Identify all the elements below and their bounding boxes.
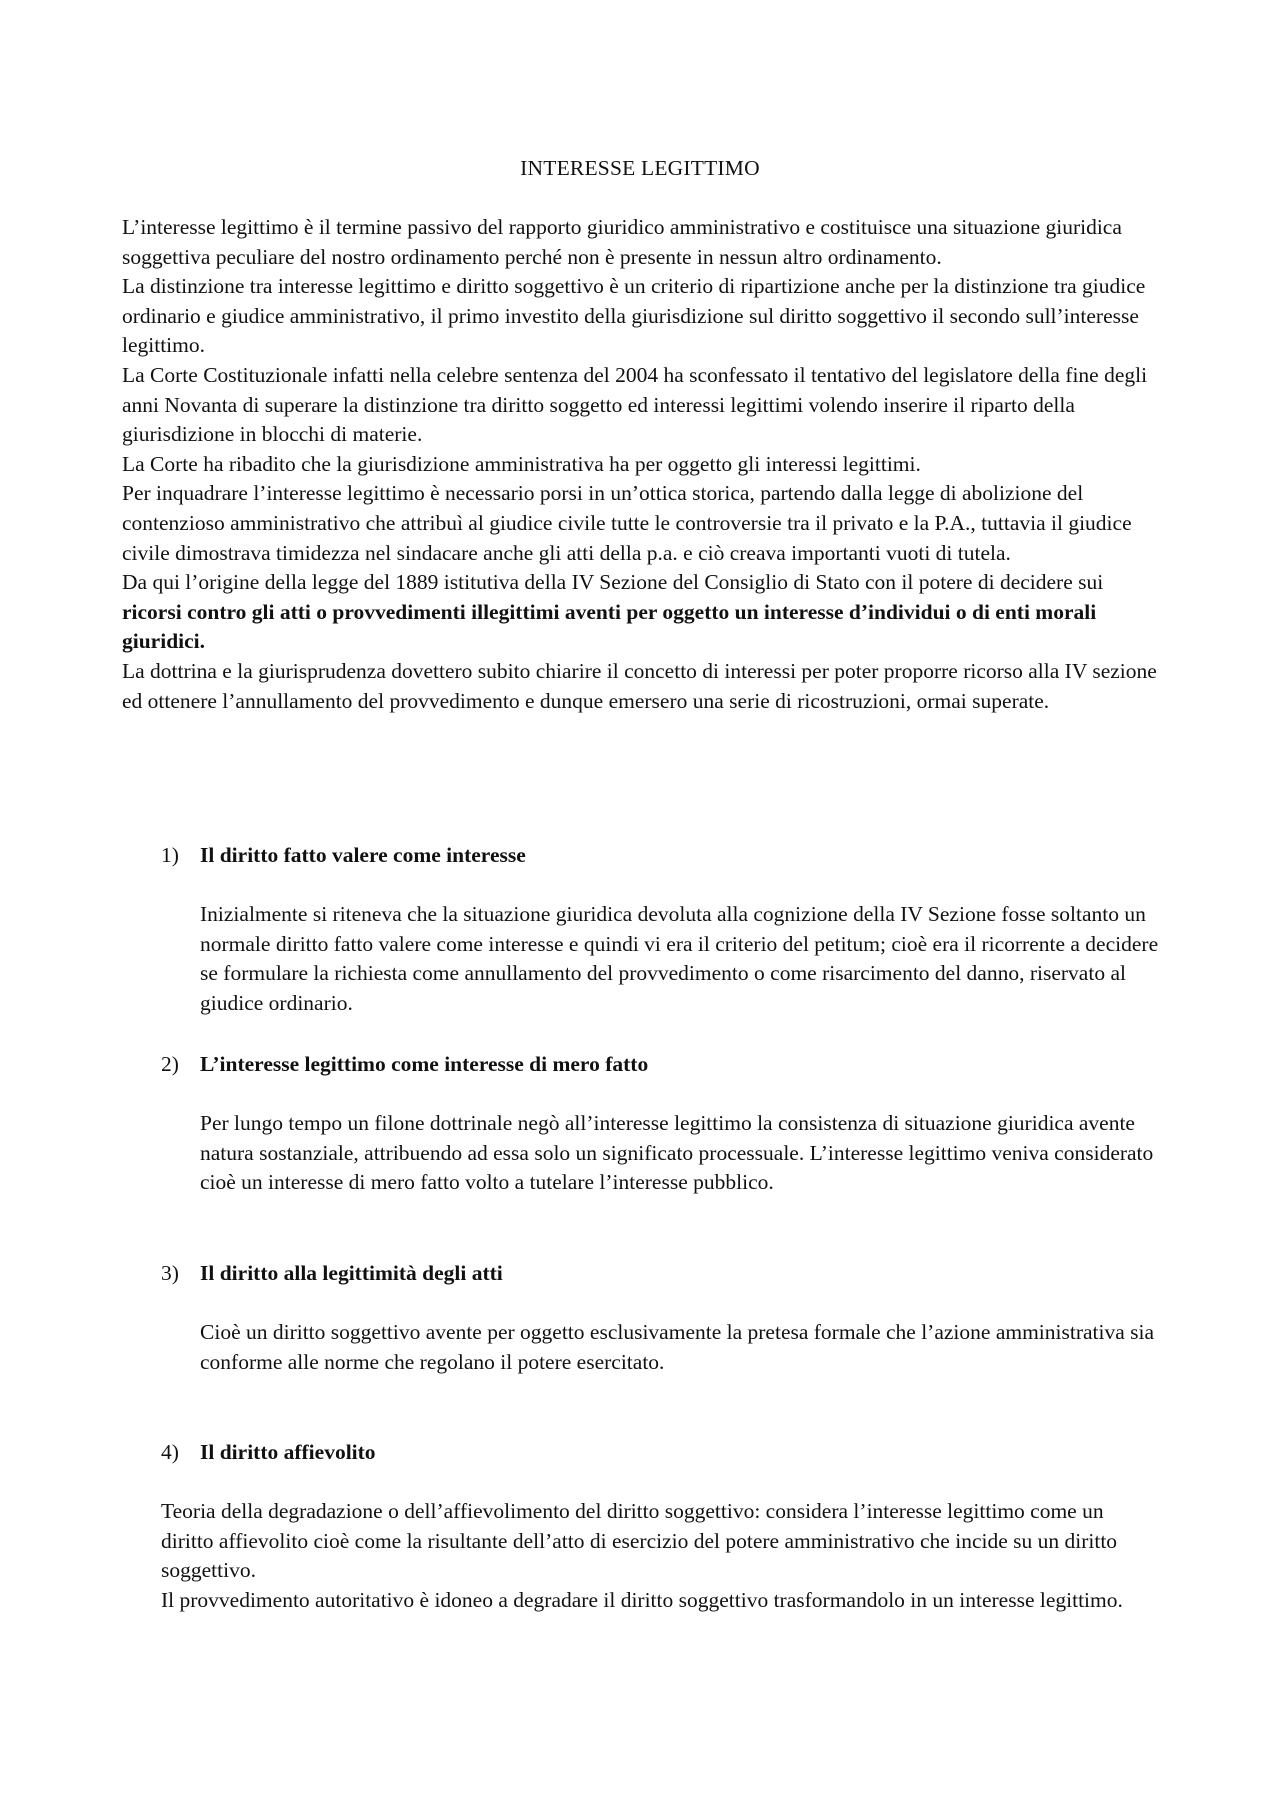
section-text: Cioè un diritto soggettivo avente per oggetto esclusivamente la pretesa formale che l’azione amministrativa sia conforme alle norme che regolano il potere esercitato. — [200, 1320, 1155, 1374]
paragraph: L’interesse legittimo è il termine passivo del rapporto giuridico amministrativo e costituisce una situazione giuridica soggettiva peculiare del nostro ordinamento perché non è presente in nessun altro ordinamento. — [122, 215, 1122, 269]
section-title: Il diritto fatto valere come interesse — [200, 843, 526, 867]
section-number: 3) — [161, 1261, 179, 1285]
section-heading — [161, 1259, 1161, 1289]
section-heading — [161, 1050, 1161, 1080]
section-text-continued: Il provvedimento autoritativo è idoneo a degradare il diritto soggettivo trasformandolo in un interesse legittimo. — [161, 1588, 1123, 1612]
document-title: INTERESSE LEGITTIMO — [520, 156, 760, 180]
paragraph: La Corte ha ribadito che la giurisdizione amministrativa ha per oggetto gli interessi legittimi. — [122, 451, 921, 476]
paragraph-bold-text: ricorsi contro gli atti o provvedimenti illegittimi aventi per oggetto un interesse d’individui o di enti morali giuridici. — [122, 599, 1097, 654]
section-heading — [161, 841, 1161, 871]
section-title: Il diritto alla legittimità degli atti — [200, 1261, 503, 1285]
paragraph: La dottrina e la giurisprudenza dovettero subito chiarire il concetto di interessi per poter proporre ricorso alla IV sezione ed ottenere l’annullamento del provvedimento e dunque emersero una serie di ricostruzioni, ormai superate. — [122, 658, 1157, 713]
paragraph: La Corte Costituzionale infatti nella celebre sentenza del 2004 ha sconfessato il tentativo del legislatore della fine degli anni Novanta di superare la distinzione tra diritto soggetto ed interessi legittimi volendo inserire il riparto della giurisdizione in blocchi di materie. — [122, 362, 1148, 447]
section-number: 2) — [161, 1052, 179, 1076]
paragraph: La distinzione tra interesse legittimo e diritto soggettivo è un criterio di ripartizione anche per la distinzione tra giudice ordinario e giudice amministrativo, il primo investito della giurisdizione sul diritto soggettivo il secondo sull’interesse legittimo. — [122, 274, 1146, 358]
section-title: L’interesse legittimo come interesse di mero fatto — [200, 1052, 649, 1076]
section-number: 4) — [161, 1440, 179, 1464]
paragraph-iv-sezione — [122, 568, 1167, 657]
section-heading — [161, 1438, 1161, 1468]
section-text: Teoria della degradazione o dell’affievolimento del diritto soggettivo: considera l’interesse legittimo come un diritto affievolito cioè come la risultante dell’atto di esercizio del potere amministrativo che incide su un diritto soggettivo. — [161, 1499, 1118, 1583]
intro-body — [122, 213, 1167, 716]
section-number: 1) — [161, 843, 179, 867]
paragraph-lead-text: Da qui l’origine della legge del 1889 istitutiva della IV Sezione del Consiglio di Stato con il potere di decidere sui — [122, 570, 1104, 595]
section-title: Il diritto affievolito — [200, 1440, 376, 1464]
section-text: Per lungo tempo un filone dottrinale negò all’interesse legittimo la consistenza di situazione giuridica avente natura sostanziale, attribuendo ad essa solo un significato processuale. L’interesse legittimo veniva considerato cioè un interesse di mero fatto volto a tutelare l’interesse pubblico. — [200, 1111, 1154, 1195]
section-text: Inizialmente si riteneva che la situazione giuridica devoluta alla cognizione della IV Sezione fosse soltanto un normale diritto fatto valere come interesse e quindi vi era il criterio del petitum; cioè era il ricorrente a decidere se formulare la richiesta come annullamento del provvedimento o come risarcimento del danno, riservato al giudice ordinario. — [200, 902, 1159, 1015]
paragraph: Per inquadrare l’interesse legittimo è necessario porsi in un’ottica storica, partendo dalla legge di abolizione del contenzioso amministrativo che attribuì al giudice civile tutte le controversie tra il privato e la P.A., tuttavia il giudice civile dimostrava timidezza nel sindacare anche gli atti della p.a. e ciò creava importanti vuoti di tutela. — [122, 481, 1132, 565]
